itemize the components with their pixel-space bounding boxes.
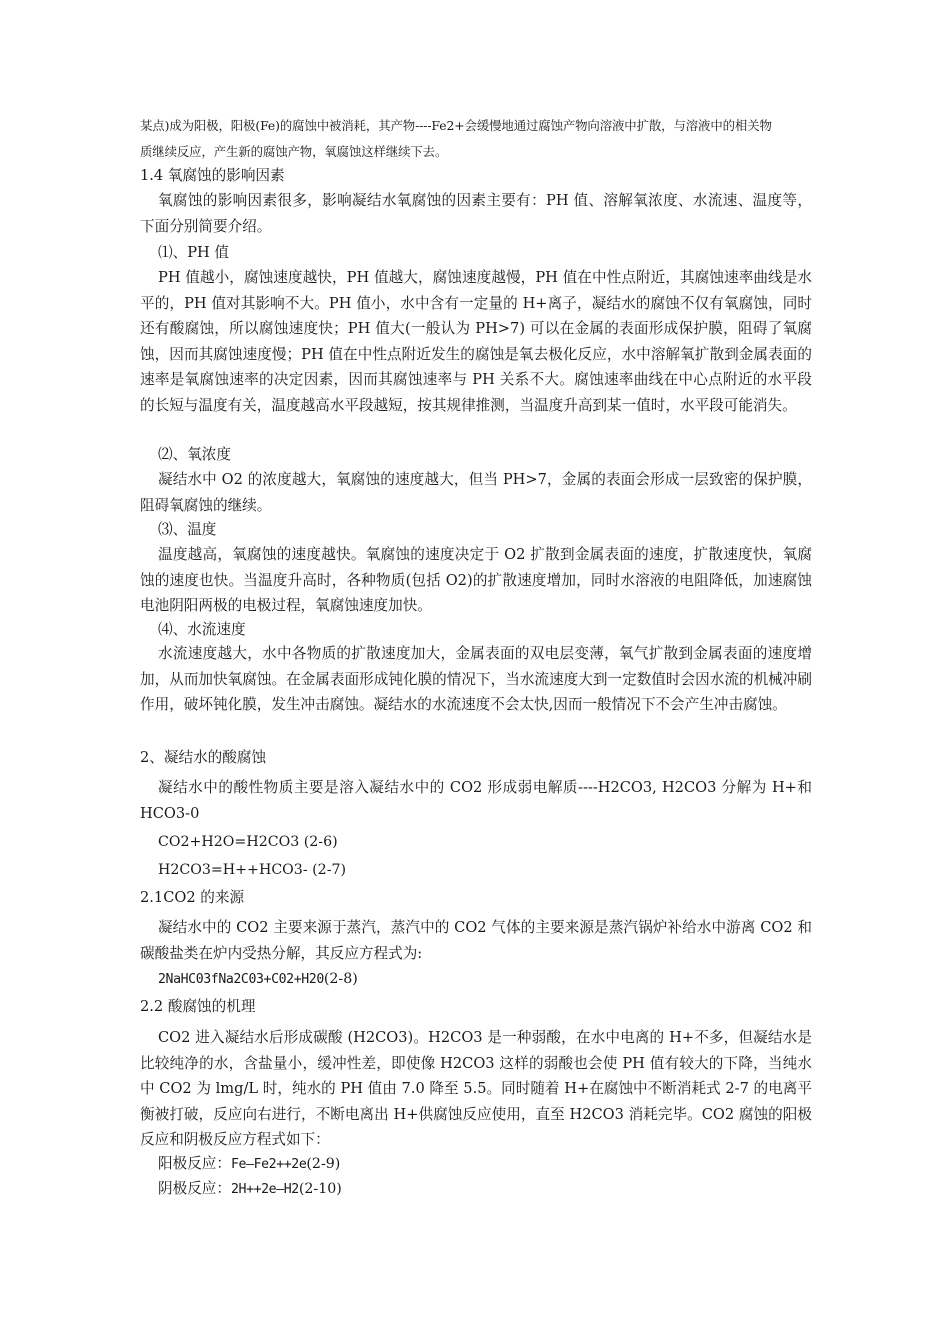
paragraph-1-4: 氧腐蚀的影响因素很多，影响凝结水氧腐蚀的因素主要有：PH 值、溶解氧浓度、水流速、温度等，下面分别简要介绍。	[140, 192, 812, 235]
equation-2-6: CO2+H2O=H2CO3 (2-6)	[158, 834, 338, 850]
paragraph-temperature: 温度越高，氧腐蚀的速度越快。氧腐蚀的速度决定于 O2 扩散到金属表面的速度，扩散速度快，氧腐蚀的速度也快。当温度升高时，各种物质(包括 O2)的扩散速度增加，同时水溶液的电阻降低，加速腐蚀电池阴阳两极的电极过程，氧腐蚀速度加快。	[140, 546, 812, 614]
equation-2-10-main: 2H++2e—H2	[230, 1182, 299, 1197]
paragraph-2: 凝结水中的酸性物质主要是溶入凝结水中的 CO2 形成弱电解质----H2CO3, H2CO3 分解为 H+和 HCO3-0	[140, 779, 812, 822]
equation-2-10	[140, 1176, 830, 1203]
paragraph-2-2: CO2 进入凝结水后形成碳酸 (H2CO3)。H2CO3 是一种弱酸，在水中电离的 H+不多，但凝结水是比较纯净的水，含盐量小，缓冲性差，即使像 H2CO3 这样的弱酸也会使 PH 值有较大的下降，当纯水中 CO2 为 lmg/L 时，纯水的 PH 值由 7.0 降至 5.5。同时随着 H+在腐蚀中不断消耗式 2-7 的电离平衡被打破，反应向右进行，不断电离出 H+供腐蚀反应使用，直至 H2CO3 消耗完毕。CO2 腐蚀的阳极反应和阴极反应方程式如下：	[140, 1029, 812, 1148]
paragraph-oxygen: 凝结水中 O2 的浓度越大，氧腐蚀的速度越大，但当 PH>7，金属的表面会形成一层致密的保护膜，阻碍氧腐蚀的继续。	[140, 471, 812, 514]
equation-2-8	[140, 966, 830, 993]
equation-2-10-number: (2-10)	[298, 1181, 342, 1197]
equation-2-8-number: (2-8)	[323, 971, 358, 987]
equation-2-8-main: 2NaHC03fNa2C03+C02+H20	[158, 972, 324, 987]
equation-2-9-number: (2-9)	[306, 1156, 341, 1172]
intro-line-1: 某点)成为阳极，阳极(Fe)的腐蚀中被消耗，其产物----Fe2+会缓慢地通过腐蚀产物向溶液中扩散，与溶液中的相关物	[140, 118, 772, 133]
equation-2-9	[140, 1151, 830, 1178]
equation-2-9-main: Fe—Fe2++2e	[230, 1157, 307, 1172]
paragraph-ph: PH 值越小，腐蚀速度越快，PH 值越大，腐蚀速度越慢，PH 值在中性点附近，其腐蚀速率曲线是水平的，PH 值对其影响不大。PH 值小，水中含有一定量的 H+离子，凝结水的腐蚀不仅有氧腐蚀，同时还有酸腐蚀，所以腐蚀速度快；PH 值大(一般认为 PH>7) 可以在金属的表面形成保护膜，阻碍了氧腐蚀，因而其腐蚀速度慢；PH 值在中性点附近发生的腐蚀是氧去极化反应，水中溶解氧扩散到金属表面的速率是氧腐蚀速率的决定因素，因而其腐蚀速率与 PH 关系不大。腐蚀速率曲线在中心点附近的水平段的长短与温度有关，温度越高水平段越短，按其规律推测，当温度升高到某一值时，水平段可能消失。	[140, 269, 812, 414]
heading-oxygen: ⑵、氧浓度	[158, 446, 231, 463]
heading-2-1: 2.1CO2 的来源	[140, 889, 245, 906]
paragraph-flow: 水流速度越大，水中各物质的扩散速度加大，金属表面的双电层变薄，氧气扩散到金属表面的速度增加，从而加快氧腐蚀。在金属表面形成钝化膜的情况下，当水流速度大到一定数值时会因水流的机械冲刷作用，破坏钝化膜，发生冲击腐蚀。凝结水的水流速度不会太快,因而一般情况下不会产生冲击腐蚀。	[140, 645, 812, 713]
equation-2-10-label: 阴极反应：	[158, 1180, 231, 1197]
heading-flow: ⑷、水流速度	[158, 621, 246, 638]
heading-1-4: 1.4 氧腐蚀的影响因素	[140, 167, 285, 184]
heading-2: 2、凝结水的酸腐蚀	[140, 749, 267, 766]
heading-temperature: ⑶、温度	[158, 521, 217, 538]
equation-2-9-label: 阳极反应：	[158, 1155, 231, 1172]
paragraph-2-1: 凝结水中的 CO2 主要来源于蒸汽，蒸汽中的 CO2 气体的主要来源是蒸汽锅炉补给水中游离 CO2 和碳酸盐类在炉内受热分解，其反应方程式为:	[140, 919, 812, 962]
heading-2-2: 2.2 酸腐蚀的机理	[140, 998, 256, 1015]
equation-2-7: H2CO3=H++HCO3- (2-7)	[158, 862, 347, 878]
intro-line-2: 质继续反应，产生新的腐蚀产物，氧腐蚀这样继续下去。	[140, 144, 448, 159]
heading-ph: ⑴、PH 值	[158, 244, 229, 261]
